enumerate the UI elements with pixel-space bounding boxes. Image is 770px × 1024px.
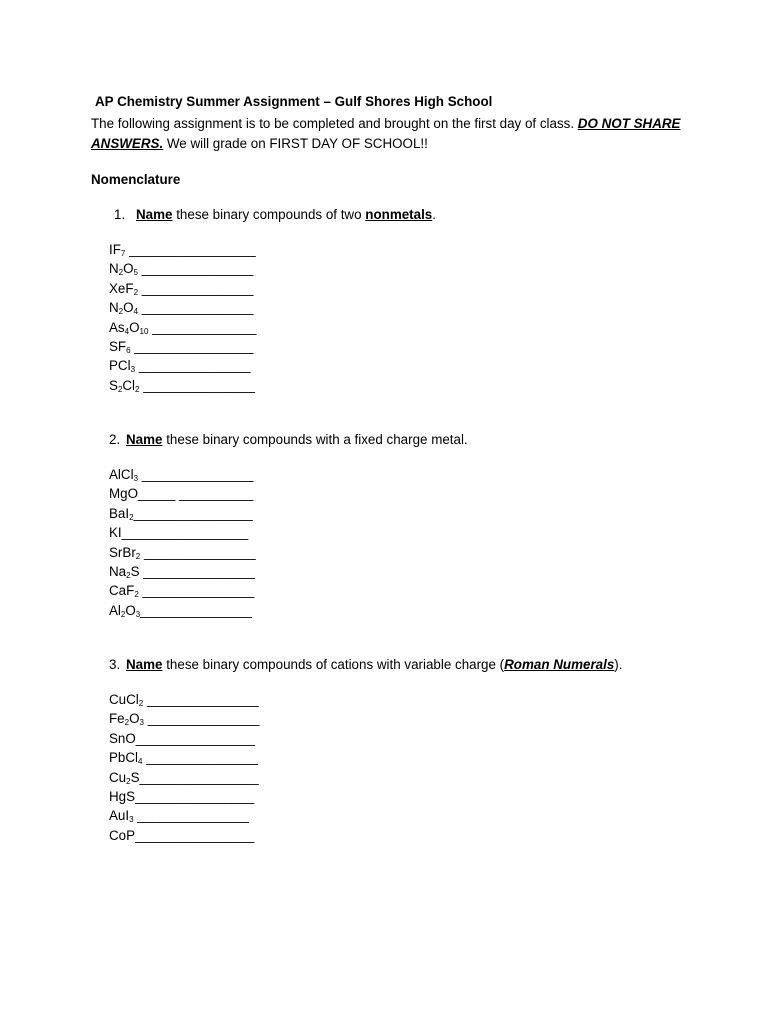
- compound-row: [109, 748, 259, 767]
- answer-blank[interactable]: _______________: [143, 692, 259, 707]
- formula-element: SF: [109, 338, 127, 354]
- formula-element: PbCl: [109, 750, 139, 766]
- formula-subscript: 7: [120, 249, 126, 258]
- compound-row: [109, 337, 256, 356]
- question-2: [109, 432, 468, 447]
- formula-element: PCl: [109, 358, 131, 374]
- formula-subscript: 2: [135, 384, 140, 394]
- formula-element: Cl: [122, 377, 136, 393]
- formula-subscript: 3: [135, 609, 141, 619]
- formula-subscript: 2: [120, 609, 126, 619]
- question-text-end: ).: [614, 657, 623, 672]
- compound-formula: [109, 506, 134, 521]
- answer-blank[interactable]: _______________: [138, 467, 254, 482]
- compound-row: [109, 523, 256, 542]
- compound-formula: [109, 525, 122, 540]
- answer-blank[interactable]: _______________: [140, 544, 256, 560]
- answer-blank[interactable]: ________________: [139, 769, 259, 785]
- compound-formula: [109, 281, 138, 296]
- answer-blank[interactable]: _______________: [135, 358, 251, 374]
- formula-element: SnO: [109, 730, 136, 746]
- compound-row: [109, 240, 256, 259]
- answer-blank[interactable]: _______________: [139, 377, 255, 393]
- formula-element: O: [123, 300, 134, 316]
- compound-formula: [109, 358, 135, 373]
- answer-blank[interactable]: _______________: [140, 602, 252, 618]
- question-keyword: Roman Numerals: [504, 657, 615, 672]
- formula-element: S: [109, 377, 118, 393]
- question-name-word: Name: [126, 432, 163, 447]
- compound-formula: [109, 603, 140, 618]
- answer-blank[interactable]: ________________: [135, 730, 255, 746]
- compound-row: [109, 729, 259, 748]
- compound-formula: [109, 486, 138, 501]
- compound-row: [109, 279, 256, 298]
- answer-blank[interactable]: _______________: [142, 750, 258, 766]
- answer-blank[interactable]: _______________: [139, 563, 255, 579]
- answer-blank[interactable]: _________________: [121, 525, 249, 541]
- compound-row: [109, 298, 256, 317]
- compound-row: [109, 601, 256, 620]
- compound-list-3: [109, 690, 259, 845]
- formula-subscript: 5: [133, 268, 138, 278]
- formula-element: CoP: [109, 827, 136, 843]
- compound-row: [109, 356, 256, 375]
- question-text: these binary compounds with a fixed charge metal.: [162, 432, 468, 447]
- compound-formula: [109, 320, 148, 335]
- compound-row: [109, 376, 256, 395]
- formula-subscript: 4: [124, 326, 130, 336]
- answer-blank[interactable]: _______________: [138, 280, 254, 296]
- formula-subscript: 10: [139, 326, 149, 336]
- question-number: 2.: [109, 432, 121, 447]
- formula-subscript: 4: [138, 757, 143, 767]
- compound-formula: [109, 808, 134, 823]
- question-text: these binary compounds of cations with variable charge (: [162, 657, 505, 672]
- compound-formula: [109, 789, 135, 804]
- formula-subscript: 2: [126, 776, 131, 786]
- question-name-word: Name: [126, 657, 163, 672]
- answer-blank[interactable]: ________________: [133, 505, 253, 521]
- compound-formula: [109, 339, 131, 354]
- compound-formula: [109, 711, 144, 726]
- formula-subscript: 2: [138, 699, 144, 708]
- answer-blank[interactable]: ________________: [130, 338, 254, 354]
- compound-list-2: [109, 465, 256, 620]
- compound-formula: [109, 378, 140, 393]
- formula-element: KI: [109, 525, 122, 541]
- formula-subscript: 2: [118, 268, 124, 278]
- compound-row: [109, 826, 259, 845]
- formula-element: AuI: [109, 808, 130, 824]
- compound-row: [109, 562, 256, 581]
- formula-element: Fe: [109, 711, 125, 727]
- question-number: 1.: [114, 207, 126, 222]
- formula-element: IF: [109, 242, 121, 257]
- answer-blank[interactable]: _______________: [138, 300, 254, 316]
- formula-element: N: [109, 261, 119, 277]
- question-keyword: nonmetals: [365, 207, 433, 222]
- compound-formula: [109, 583, 139, 598]
- question-text: these binary compounds of two: [172, 207, 366, 222]
- intro-emphasis: DO NOT SHARE ANSWERS.: [91, 116, 681, 151]
- formula-element: CuCl: [109, 692, 139, 707]
- answer-blank[interactable]: _______________: [138, 261, 254, 277]
- answer-blank[interactable]: _______________: [133, 808, 249, 824]
- compound-formula: [109, 828, 135, 843]
- formula-subscript: 2: [118, 307, 124, 317]
- section-title: Nomenclature: [91, 172, 181, 187]
- answer-blank[interactable]: _____ __________: [138, 486, 254, 502]
- compound-row: [109, 709, 259, 728]
- formula-subscript: 2: [124, 718, 130, 728]
- answer-blank[interactable]: ________________: [135, 788, 255, 804]
- formula-element: MgO: [109, 486, 139, 502]
- question-name-word: Name: [136, 207, 173, 222]
- formula-subscript: 2: [126, 570, 131, 580]
- formula-element: S: [130, 769, 140, 785]
- formula-subscript: 3: [139, 718, 144, 728]
- question-text-end: .: [432, 207, 436, 222]
- question-number: 3.: [109, 657, 121, 672]
- compound-formula: [109, 545, 140, 560]
- compound-formula: [109, 300, 138, 315]
- compound-row: [109, 787, 259, 806]
- answer-blank[interactable]: _______________: [143, 711, 260, 727]
- page-title: AP Chemistry Summer Assignment – Gulf Shores High School: [95, 94, 493, 109]
- answer-blank[interactable]: ________________: [135, 827, 255, 843]
- formula-subscript: 2: [117, 384, 123, 394]
- formula-subscript: 3: [130, 365, 136, 375]
- compound-row: [109, 465, 256, 484]
- formula-subscript: 2: [129, 512, 134, 522]
- formula-subscript: 6: [126, 345, 131, 355]
- intro-paragraph: [91, 114, 691, 154]
- formula-element: As: [109, 319, 125, 335]
- formula-element: S: [130, 563, 140, 579]
- intro-tail: We will grade on FIRST DAY OF SCHOOL!!: [163, 136, 428, 151]
- compound-row: [109, 690, 259, 709]
- formula-element: AlCl: [109, 467, 134, 482]
- answer-blank[interactable]: _______________: [138, 583, 255, 599]
- formula-element: Na: [109, 563, 127, 579]
- formula-subscript: 2: [133, 287, 139, 297]
- question-1: [114, 207, 436, 222]
- formula-element: O: [129, 711, 140, 727]
- compound-row: [109, 768, 259, 787]
- compound-formula: [109, 242, 125, 257]
- answer-blank[interactable]: ______________: [148, 319, 257, 335]
- question-3: [109, 657, 622, 672]
- compound-row: [109, 504, 256, 523]
- compound-formula: [109, 750, 142, 765]
- formula-element: O: [123, 261, 134, 277]
- compound-row: [109, 259, 256, 278]
- formula-element: N: [109, 300, 119, 316]
- formula-element: HgS: [109, 788, 136, 804]
- compound-formula: [109, 564, 140, 579]
- formula-subscript: 4: [133, 307, 138, 317]
- compound-formula: [109, 467, 138, 482]
- compound-formula: [109, 770, 140, 785]
- formula-element: O: [129, 319, 140, 335]
- formula-element: CaF: [109, 583, 135, 599]
- compound-list-1: [109, 240, 256, 395]
- intro-text: The following assignment is to be completed and brought on the first day of class.: [91, 116, 578, 131]
- compound-row: [109, 484, 256, 503]
- formula-element: XeF: [109, 280, 134, 296]
- formula-element: O: [125, 602, 136, 618]
- compound-formula: [109, 692, 143, 707]
- formula-element: BaI: [109, 505, 130, 521]
- compound-row: [109, 543, 256, 562]
- compound-formula: [109, 731, 136, 746]
- compound-row: [109, 581, 256, 600]
- answer-blank[interactable]: _________________: [125, 242, 256, 257]
- formula-subscript: 2: [135, 551, 141, 561]
- formula-element: Al: [109, 602, 121, 618]
- compound-row: [109, 318, 256, 337]
- formula-subscript: 3: [129, 815, 134, 825]
- compound-row: [109, 806, 259, 825]
- formula-subscript: 3: [133, 474, 139, 483]
- formula-element: SrBr: [109, 544, 136, 560]
- formula-subscript: 2: [134, 590, 139, 600]
- compound-formula: [109, 261, 138, 276]
- formula-element: Cu: [109, 769, 127, 785]
